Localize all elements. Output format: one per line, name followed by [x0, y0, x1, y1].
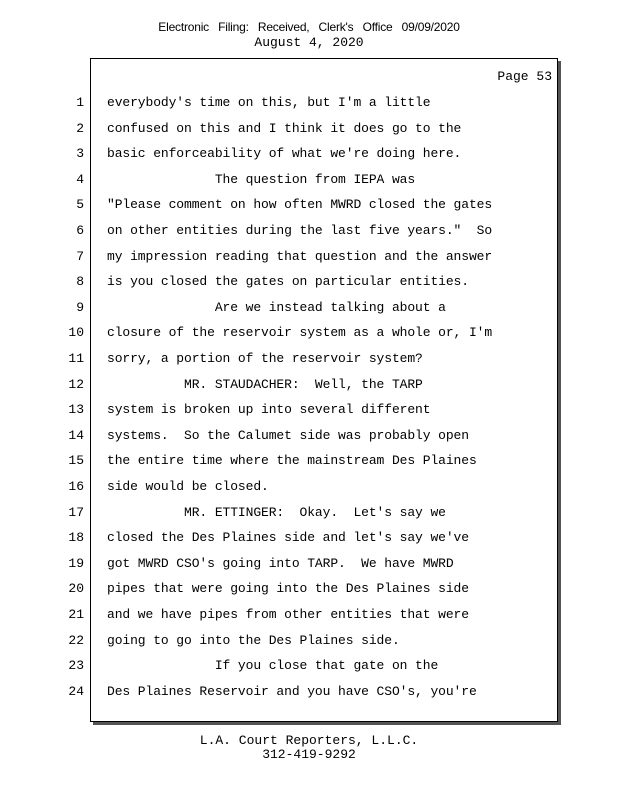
transcript-line: If you close that gate on the	[107, 658, 439, 674]
line-number: 2	[76, 120, 84, 136]
transcript-line: side would be closed.	[107, 479, 269, 494]
line-number: 21	[68, 607, 84, 622]
line-number: 17	[68, 504, 84, 520]
line-number: 13	[68, 402, 84, 418]
line-number: 6	[76, 223, 84, 238]
transcript-line: my impression reading that question and the answer	[107, 248, 493, 264]
line-number: 11	[68, 351, 84, 366]
transcript-line: confused on this and I think it does go to the	[107, 120, 462, 136]
transcript-line: "Please comment on how often MWRD closed the gates	[107, 197, 493, 213]
transcript-line: going to go into the Des Plaines side.	[107, 632, 400, 648]
transcript-line: and we have pipes from other entities that were	[107, 607, 469, 622]
line-number: 5	[76, 197, 84, 213]
transcript-line: got MWRD CSO's going into TARP. We have MWRD	[107, 555, 454, 571]
transcript-line: everybody's time on this, but I'm a little	[107, 95, 431, 110]
line-number: 24	[68, 683, 84, 699]
transcript-line: Des Plaines Reservoir and you have CSO's, you're	[107, 683, 477, 699]
line-number: 9	[76, 299, 84, 315]
transcript-line: basic enforceability of what we're doing here.	[107, 146, 462, 162]
transcript-line: system is broken up into several different	[107, 402, 431, 418]
transcript-line: The question from IEPA was	[107, 171, 416, 187]
line-number: 16	[68, 479, 84, 494]
line-number: 14	[68, 427, 84, 443]
line-number: 10	[68, 325, 84, 341]
line-number: 3	[76, 146, 84, 162]
line-number: 8	[76, 274, 84, 290]
transcript-line: systems. So the Calumet side was probably open	[107, 427, 469, 443]
line-number: 22	[68, 632, 84, 648]
transcript-line: on other entities during the last five years." So	[107, 223, 493, 238]
transcript-line: sorry, a portion of the reservoir system?	[107, 351, 423, 366]
transcript-line: the entire time where the mainstream Des Plaines	[107, 453, 477, 469]
page-number: Page 53	[497, 69, 552, 84]
line-number: 12	[68, 376, 84, 392]
line-number: 7	[76, 248, 84, 264]
line-number: 1	[76, 95, 84, 110]
transcript-line: closed the Des Plaines side and let's say we've	[107, 530, 469, 546]
transcript-line: pipes that were going into the Des Plaines side	[107, 581, 469, 597]
transcript-line: MR. STAUDACHER: Well, the TARP	[107, 376, 423, 392]
transcript-line: is you closed the gates on particular entities.	[107, 274, 469, 290]
transcript-line: MR. ETTINGER: Okay. Let's say we	[107, 504, 446, 520]
line-number: 20	[68, 581, 84, 597]
transcript-line: Are we instead talking about a	[107, 299, 446, 315]
line-number: 18	[68, 530, 84, 546]
hearing-date: August 4, 2020	[254, 35, 364, 50]
reporter-phone: 312-419-9292	[262, 747, 356, 762]
line-number: 15	[68, 453, 84, 469]
line-number: 4	[76, 171, 84, 187]
line-number: 23	[68, 658, 84, 674]
reporter-company: L.A. Court Reporters, L.L.C.	[199, 733, 419, 748]
line-number: 19	[68, 555, 84, 571]
filing-stamp: Electronic Filing: Received, Clerk's Office 09/09/2020	[158, 20, 460, 34]
transcript-line: closure of the reservoir system as a whole or, I'm	[107, 325, 493, 341]
